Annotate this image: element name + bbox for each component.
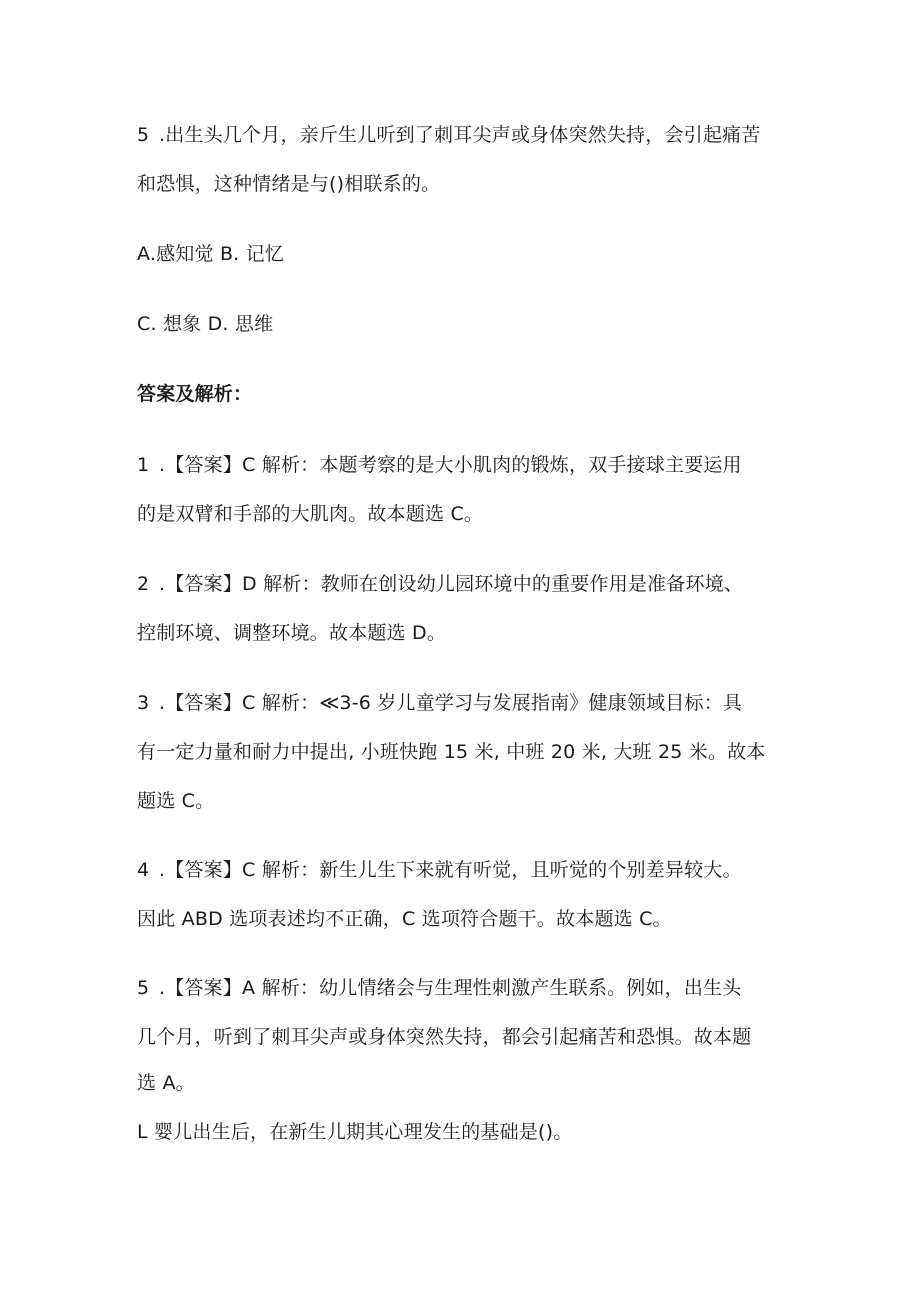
answers-heading: 答案及解析： [137,383,253,405]
question-5-options-ab: A.感知觉 B. 记忆 [137,243,285,265]
answer-2-line-1 [137,571,797,597]
answer-1-line-2: 的是双臂和手部的大肌肉。故本题选 C。 [137,503,484,525]
answer-4-line-2: 因此 ABD 选项表述均不正确，C 选项符合题干。故本题选 C。 [137,908,672,930]
answer-3-line-2: 有一定力量和耐力中提出, 小班快跑 15 米, 中班 20 米, 大班 25 米。故本 [137,741,766,763]
answer-3-line-3: 题选 C。 [137,790,215,812]
answer-1-line-1 [137,452,797,478]
answer-4-text-1: .【答案】C 解析：新生儿生下来就有听觉，且听觉的个别差异较大。 [159,859,742,881]
question-5-options-cd: C. 想象 D. 思维 [137,313,274,335]
answer-5-line-3: 选 A。 [137,1072,195,1094]
answer-4-line-1 [137,857,797,883]
answer-3-line-1 [137,690,797,716]
answer-5-text-1: .【答案】A 解析：幼儿情绪会与生理性刺激产生联系。例如，出生头 [159,977,742,999]
answer-2-text-1: .【答案】D 解析：教师在创设幼儿园环境中的重要作用是准备环境、 [159,573,744,595]
question-5-number: 5 [137,124,150,146]
answer-4-number: 4 [137,859,150,881]
next-question: L 婴儿出生后，在新生儿期其心理发生的基础是()。 [137,1121,573,1143]
answer-1-number: 1 [137,454,150,476]
answer-5-line-2: 几个月，听到了刺耳尖声或身体突然失持，都会引起痛苦和恐惧。故本题 [137,1026,752,1048]
answer-3-text-1: .【答案】C 解析：≪3-6 岁儿童学习与发展指南》健康领域目标：具 [159,692,743,714]
answer-3-number: 3 [137,692,150,714]
answer-1-text-1: .【答案】C 解析：本题考察的是大小肌肉的锻炼，双手接球主要运用 [159,454,742,476]
answer-2-line-2: 控制环境、调整环境。故本题选 D。 [137,622,447,644]
question-5-text-1: .出生头几个月，亲斤生儿听到了刺耳尖声或身体突然失持，会引起痛苦 [159,124,761,146]
answer-5-line-1 [137,975,797,1001]
answer-5-number: 5 [137,977,150,999]
question-5-line-1 [137,122,797,148]
answer-2-number: 2 [137,573,150,595]
question-5-line-2: 和恐惧，这种情绪是与()相联系的。 [137,173,441,195]
